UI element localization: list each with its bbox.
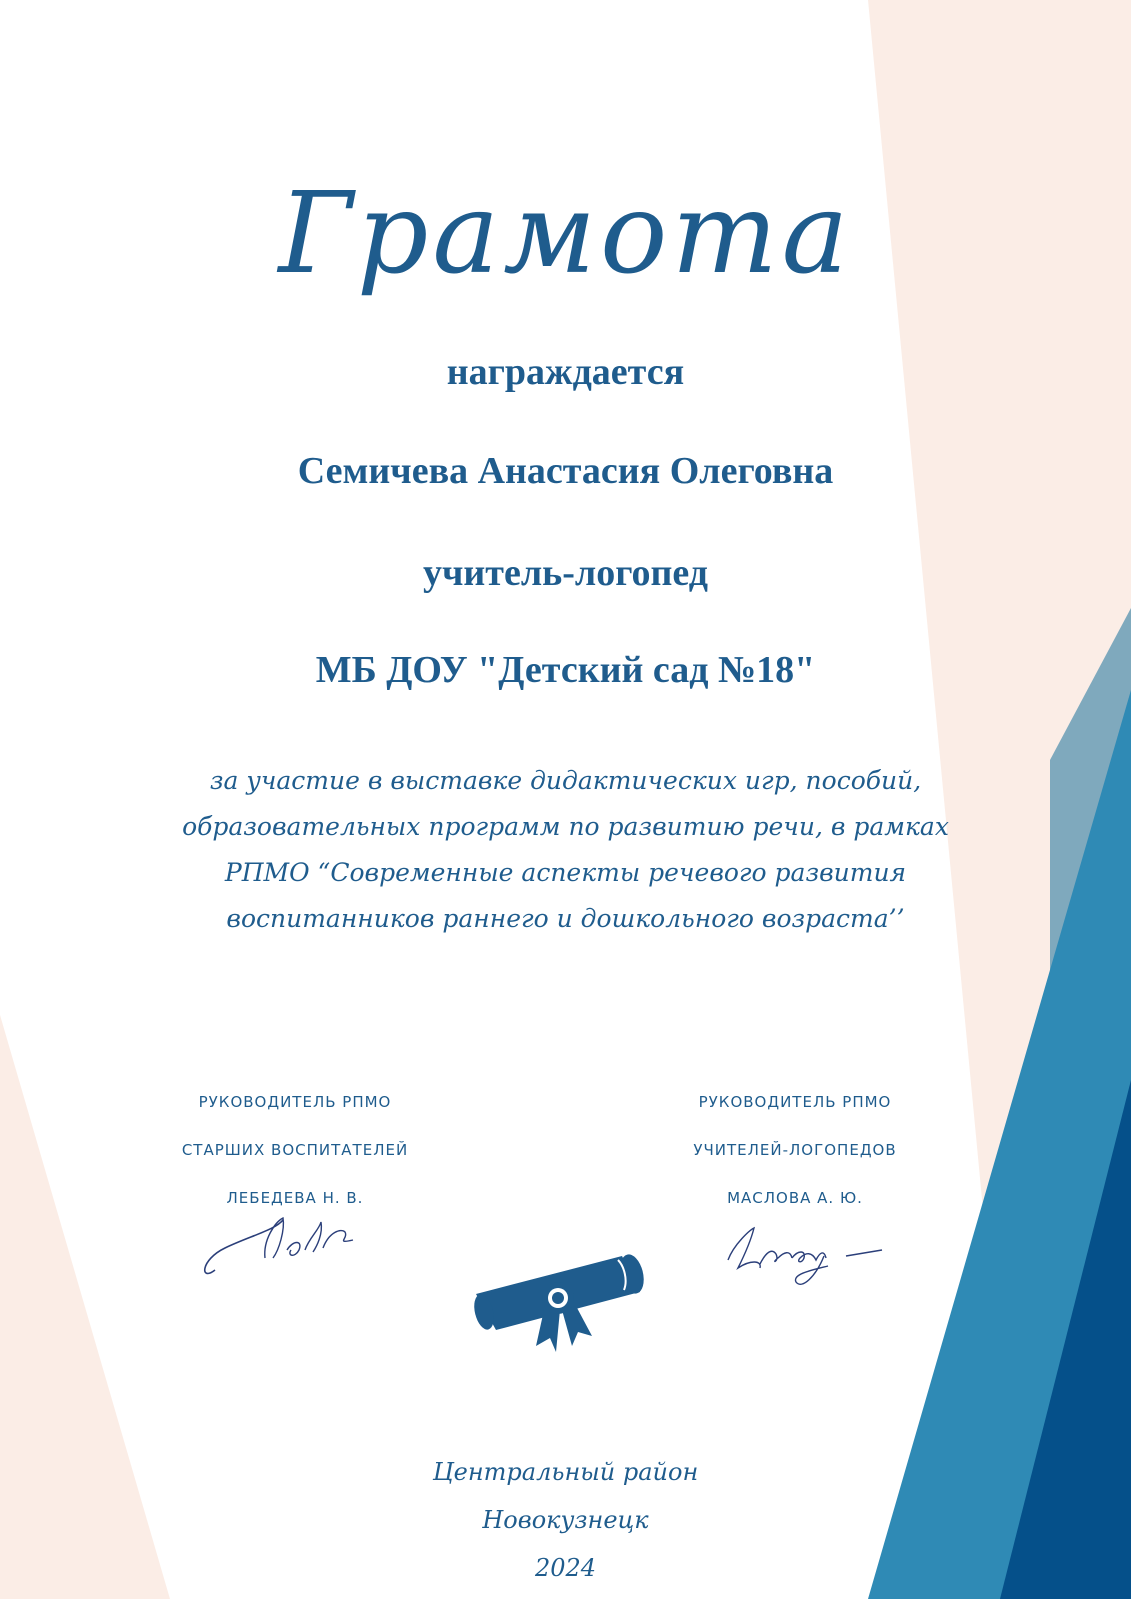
award-reason-line: за участие в выставке дидактических игр, пособий,	[209, 766, 922, 795]
award-reason-line: воспитанников раннего и дошкольного возраста’’	[226, 904, 905, 933]
signature-block-right	[645, 1078, 945, 1222]
footer-district: Центральный район	[432, 1458, 699, 1486]
award-reason-line: образовательных программ по развитию речи, в рамках	[182, 812, 949, 841]
footer-location	[0, 1448, 1131, 1592]
signer-name-left: ЛЕБЕДЕВА Н. В.	[226, 1189, 364, 1207]
signer-role-group-right: УЧИТЕЛЕЙ-ЛОГОПЕДОВ	[693, 1141, 897, 1159]
award-reason	[100, 758, 1031, 942]
signer-role-group-left: СТАРШИХ ВОСПИТАТЕЛЕЙ	[181, 1141, 409, 1159]
footer-city: Новокузнецк	[482, 1506, 649, 1534]
recipient-name: Семичева Анастасия Олеговна	[297, 450, 834, 492]
signer-role-left: РУКОВОДИТЕЛЬ РПМО	[198, 1093, 392, 1111]
handwritten-signature-left	[195, 1210, 370, 1290]
recipient-institution: МБ ДОУ "Детский сад №18"	[315, 649, 816, 691]
handwritten-signature-right	[720, 1220, 890, 1300]
signature-block-left	[145, 1078, 445, 1222]
signer-name-right: МАСЛОВА А. Ю.	[727, 1189, 863, 1207]
recipient-position: учитель-логопед	[422, 552, 709, 594]
footer-year: 2024	[534, 1554, 597, 1582]
diploma-scroll-icon	[472, 1252, 662, 1362]
signer-role-right: РУКОВОДИТЕЛЬ РПМО	[698, 1093, 892, 1111]
award-reason-line: РПМО “Современные аспекты речевого развития	[224, 858, 907, 887]
certificate-title: Грамота	[278, 169, 853, 299]
awarded-label: награждается	[446, 351, 685, 393]
